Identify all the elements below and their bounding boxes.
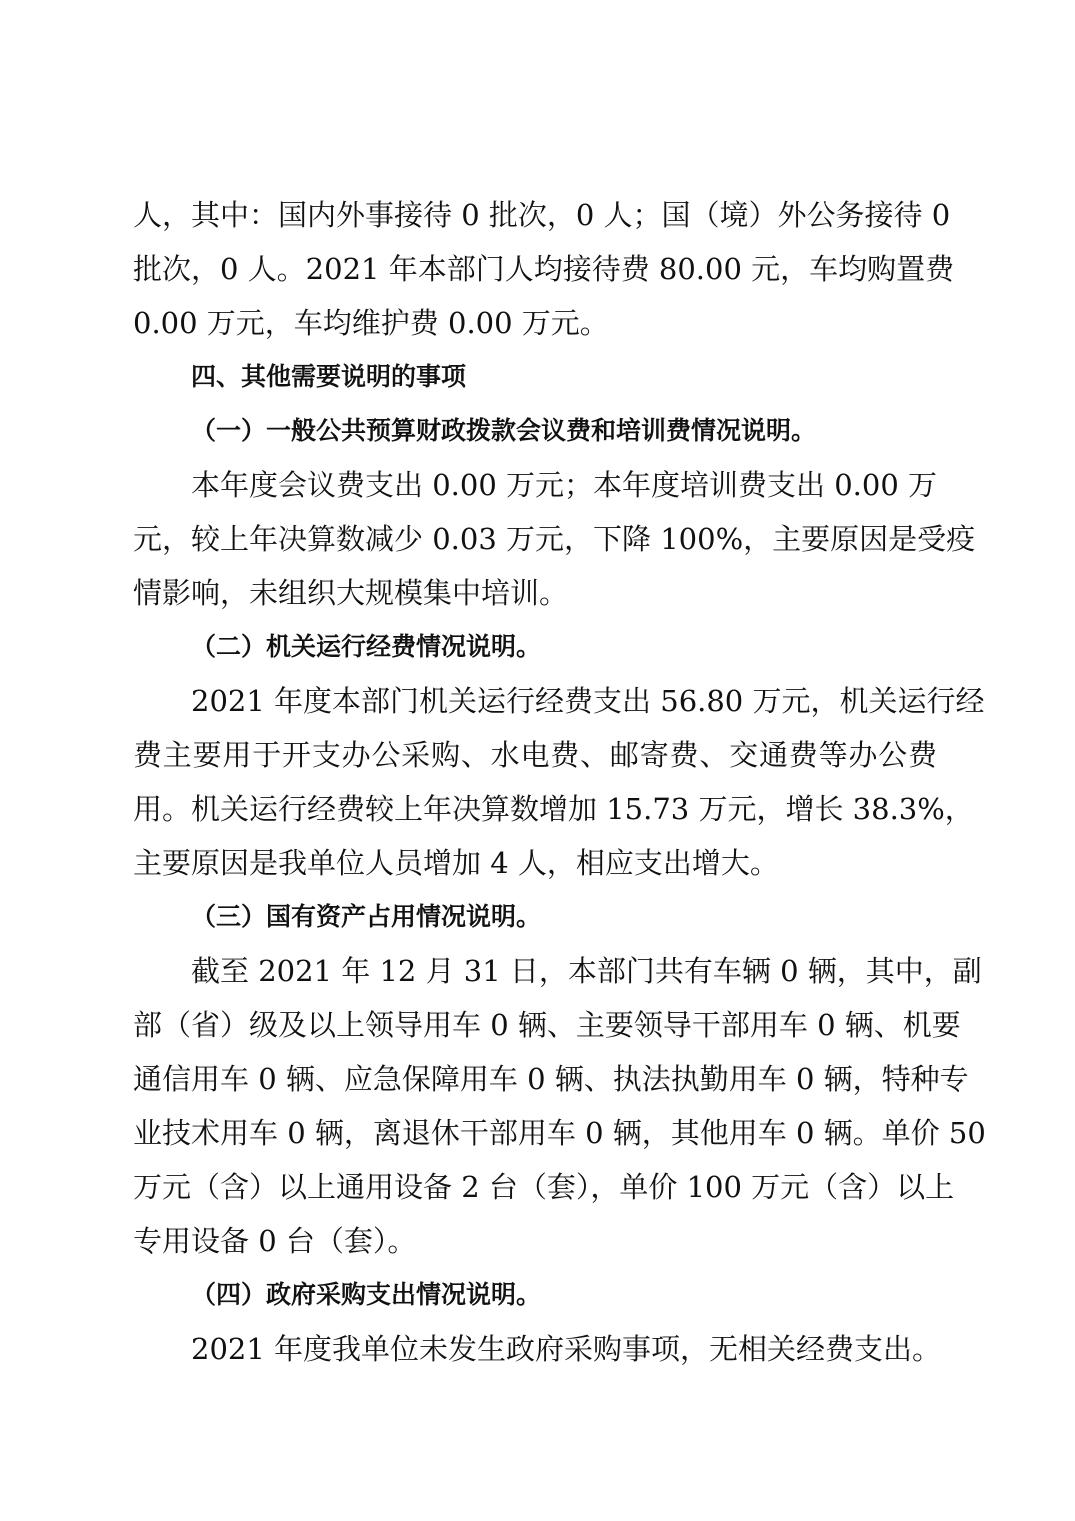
paragraph-operating-costs: [133, 674, 985, 890]
text-line: 费主要用于开支办公采购、水电费、邮寄费、交通费等办公费: [133, 738, 937, 772]
text-line: 批次，0 人。2021 年本部门人均接待费 80.00 元，车均购置费: [133, 252, 955, 286]
text-line: 万元（含）以上通用设备 2 台（套），单价 100 万元（含）以上: [133, 1170, 955, 1204]
paragraph-meeting-training: [133, 458, 976, 620]
text-line: 情影响，未组织大规模集中培训。: [133, 576, 569, 610]
text-line: 部（省）级及以上领导用车 0 辆、主要领导干部用车 0 辆、机要: [133, 1008, 961, 1042]
text-line: 元，较上年决算数减少 0.03 万元，下降 100%，主要原因是受疫: [133, 522, 976, 556]
text-line: 2021 年度本部门机关运行经费支出 56.80 万元，机关运行经: [191, 684, 985, 718]
section-heading-other-matters: 四、其他需要说明的事项: [191, 362, 467, 391]
text-line: 用。机关运行经费较上年决算数增加 15.73 万元，增长 38.3%，: [133, 792, 974, 826]
paragraph-state-assets: [133, 944, 986, 1268]
text-line: 主要原因是我单位人员增加 4 人，相应支出增大。: [133, 846, 779, 880]
text-line: 通信用车 0 辆、应急保障用车 0 辆、执法执勤用车 0 辆，特种专: [133, 1062, 969, 1096]
subsection-heading-state-assets: （三）国有资产占用情况说明。: [191, 902, 542, 931]
text-line: 业技术用车 0 辆，离退休干部用车 0 辆，其他用车 0 辆。单价 50: [133, 1116, 986, 1150]
text-line: 本年度会议费支出 0.00 万元；本年度培训费支出 0.00 万: [191, 468, 938, 502]
text-line: 人，其中：国内外事接待 0 批次，0 人；国（境）外公务接待 0: [133, 198, 951, 232]
document-body: [133, 188, 986, 1376]
text-line: 专用设备 0 台（套）。: [133, 1224, 417, 1258]
subsection-heading-operating-costs: （二）机关运行经费情况说明。: [191, 632, 542, 661]
text-line: 0.00 万元，车均维护费 0.00 万元。: [133, 306, 609, 340]
text-line: 截至 2021 年 12 月 31 日，本部门共有车辆 0 辆，其中，副: [191, 954, 982, 988]
paragraph-government-procurement: [133, 1322, 942, 1376]
subsection-heading-meeting-training: （一）一般公共预算财政拨款会议费和培训费情况说明。: [191, 416, 817, 445]
paragraph-reception-costs: [133, 188, 955, 350]
text-line: 2021 年度我单位未发生政府采购事项，无相关经费支出。: [191, 1332, 942, 1366]
subsection-heading-government-procurement: （四）政府采购支出情况说明。: [191, 1280, 542, 1309]
